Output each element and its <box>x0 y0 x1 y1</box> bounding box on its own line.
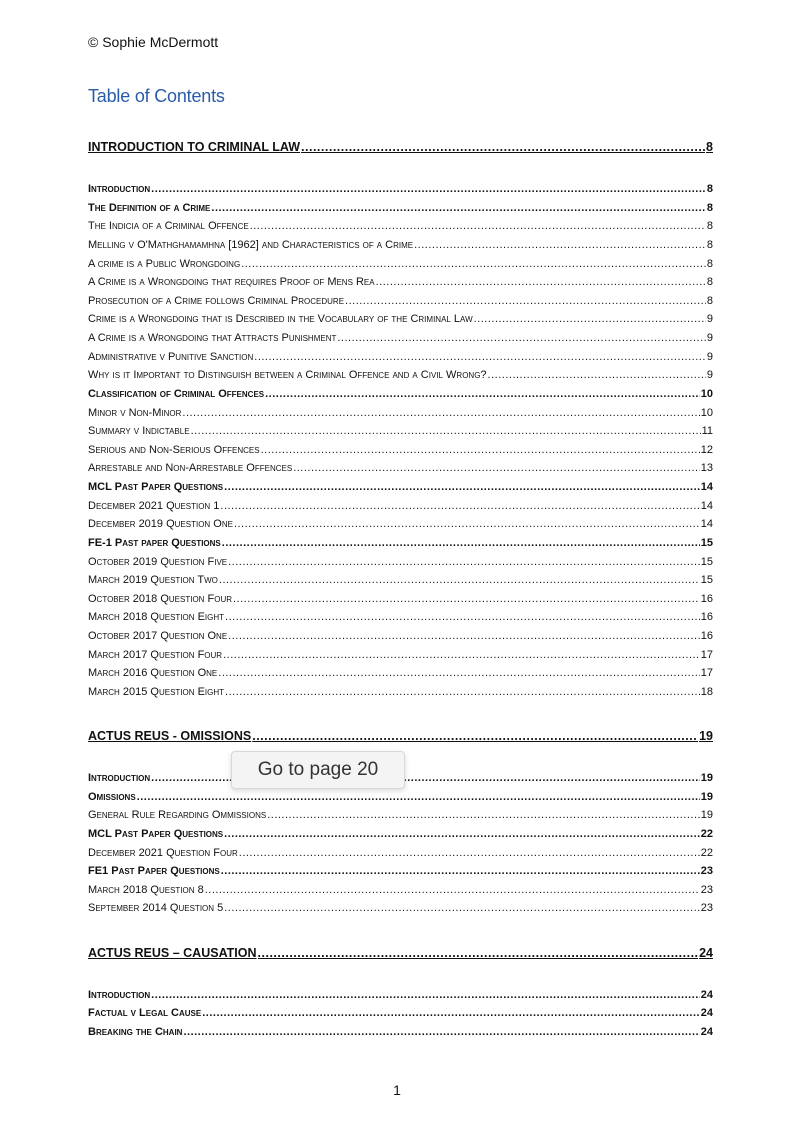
toc-entry-title: December 2021 Question Four <box>88 846 238 859</box>
toc-entry-link[interactable] <box>88 608 713 627</box>
copyright-notice: © Sophie McDermott <box>88 34 219 50</box>
toc-entry-link[interactable] <box>88 348 713 367</box>
toc-entry-link[interactable] <box>88 441 713 460</box>
toc-entry-title: The Definition of a Crime <box>88 201 211 214</box>
toc-entry-page: 16 <box>700 611 713 624</box>
toc-entry-link[interactable] <box>88 366 713 385</box>
toc-entry-page: 8 <box>706 140 713 154</box>
dot-leader <box>293 459 700 478</box>
toc-entry-title: FE1 Past Paper Questions <box>88 865 220 878</box>
toc-entry-title: Melling v O'Mathghamamhna [1962] and Characteristics of a Crime <box>88 238 414 251</box>
toc-entry-page: 15 <box>700 536 713 549</box>
dot-leader <box>254 348 706 367</box>
dot-leader <box>250 217 706 236</box>
toc-entry-page: 13 <box>700 462 713 475</box>
toc-entry-page: 9 <box>706 332 713 344</box>
dot-leader <box>224 478 700 497</box>
toc-entry-page: 8 <box>706 183 713 195</box>
toc-entry-page: 11 <box>701 425 713 438</box>
toc-entry-title: Why is it Important to Distinguish between a Criminal Offence and a Civil Wrong? <box>88 369 487 382</box>
toc-entry-link[interactable] <box>88 627 713 646</box>
toc-entry-title: Introduction <box>88 772 151 784</box>
dot-leader <box>224 825 700 844</box>
toc-entry-title: Serious and Non-Serious Offences <box>88 443 260 456</box>
toc-entry-link[interactable] <box>88 881 713 900</box>
page-title: Table of Contents <box>88 86 225 106</box>
toc-entry-link[interactable] <box>88 273 713 292</box>
toc-entry-link[interactable] <box>88 788 713 807</box>
toc-entry-link[interactable] <box>88 404 713 423</box>
toc-entry-link[interactable] <box>88 199 713 218</box>
toc-entry-page: 23 <box>700 902 713 915</box>
toc-entry-page: 19 <box>700 772 713 784</box>
toc-chapter-link[interactable] <box>88 137 713 157</box>
toc-entry-title: ACTUS REUS - OMISSIONS <box>88 729 252 743</box>
dot-leader <box>376 273 706 292</box>
toc-chapter-link[interactable] <box>88 726 713 746</box>
toc-entry-link[interactable] <box>88 683 713 702</box>
toc-entry-link[interactable] <box>88 217 713 236</box>
toc-section <box>88 137 713 702</box>
toc-entry-title: The Indicia of a Criminal Offence <box>88 220 249 233</box>
toc-entry-title: March 2019 Question Two <box>88 574 218 587</box>
page-number: 1 <box>393 1082 401 1098</box>
dot-leader <box>252 726 698 746</box>
toc-entry-title: Classification of Criminal Offences <box>88 387 265 400</box>
toc-entry-page: 12 <box>700 443 713 456</box>
toc-entry-link[interactable] <box>88 310 713 329</box>
toc-entry-title: Breaking the Chain <box>88 1025 183 1038</box>
toc-entry-link[interactable] <box>88 385 713 404</box>
toc-entry-title: Introduction <box>88 183 151 195</box>
toc-entry-title: Summary v Indictable <box>88 425 190 438</box>
toc-entry-title: Arrestable and Non-Arrestable Offences <box>88 462 293 475</box>
toc-entry-page: 17 <box>700 667 713 680</box>
toc-entry-page: 8 <box>706 220 713 233</box>
toc-entry-title: A Crime is a Wrongdoing that Attracts Punishment <box>88 332 337 344</box>
dot-leader <box>265 385 700 404</box>
toc-entry-link[interactable] <box>88 1023 713 1042</box>
toc-entry-link[interactable] <box>88 422 713 441</box>
toc-entry-page: 15 <box>700 574 713 587</box>
dot-leader <box>137 788 700 807</box>
go-to-page-tooltip: Go to page 20 <box>231 751 405 789</box>
toc-entry-page: 24 <box>700 988 713 1001</box>
toc-entry-link[interactable] <box>88 844 713 863</box>
toc-entry-link[interactable] <box>88 1004 713 1023</box>
toc-entry-title: Omissions <box>88 790 136 803</box>
toc-entry-page: 22 <box>700 846 713 859</box>
dot-leader <box>151 986 700 1005</box>
dot-leader <box>261 441 700 460</box>
toc-entry-title: Minor v Non-Minor <box>88 406 182 419</box>
toc-entry-link[interactable] <box>88 664 713 683</box>
toc-entry-page: 19 <box>699 729 713 743</box>
toc-entry-title: Crime is a Wrongdoing that is Described in the Vocabulary of the Criminal Law <box>88 313 473 326</box>
dot-leader <box>414 236 706 255</box>
toc-entry-link[interactable] <box>88 329 713 348</box>
toc-entry-link[interactable] <box>88 646 713 665</box>
toc-entry-page: 16 <box>700 630 713 642</box>
dot-leader <box>337 329 706 348</box>
dot-leader <box>301 137 705 157</box>
toc-entry-title: December 2019 Question One <box>88 518 233 531</box>
toc-entry-link[interactable] <box>88 459 713 478</box>
toc-entry-title: A crime is a Public Wrongdoing <box>88 257 241 270</box>
toc-entry-link[interactable] <box>88 590 713 609</box>
toc-entry-title: September 2014 Question 5 <box>88 902 224 915</box>
dot-leader <box>151 180 706 199</box>
toc-entry-title: December 2021 Question 1 <box>88 499 220 512</box>
toc-entry-page: 19 <box>700 790 713 803</box>
dot-leader <box>219 571 700 590</box>
toc-entry-title: March 2018 Question Eight <box>88 611 225 624</box>
toc-entry-title: Prosecution of a Crime follows Criminal Procedure <box>88 294 345 307</box>
toc-entry-title: Factual v Legal Cause <box>88 1007 202 1020</box>
toc-entry-page: 18 <box>700 685 713 698</box>
toc-entry-title: MCL Past Paper Questions <box>88 481 224 493</box>
toc-entry-link[interactable] <box>88 571 713 590</box>
toc-entry-title: October 2018 Question Four <box>88 592 232 605</box>
toc-entry-page: 9 <box>706 313 713 326</box>
toc-entry-page: 14 <box>700 481 713 493</box>
dot-leader <box>233 590 700 609</box>
toc-entry-link[interactable] <box>88 899 713 918</box>
dot-leader <box>222 534 700 553</box>
toc-entry-link[interactable] <box>88 236 713 255</box>
toc-entry-page: 15 <box>700 555 713 568</box>
toc-entry-title: MCL Past Paper Questions <box>88 827 224 840</box>
dot-leader <box>218 664 699 683</box>
toc-entry-page: 10 <box>700 387 713 400</box>
toc-entry-page: 17 <box>700 648 713 661</box>
dot-leader <box>220 497 699 516</box>
toc-entry-page: 8 <box>706 294 713 307</box>
toc-entry-title: Introduction <box>88 988 151 1001</box>
dot-leader <box>205 881 700 900</box>
toc-entry-link[interactable] <box>88 806 713 825</box>
toc-entry-title: October 2019 Question Five <box>88 555 228 568</box>
dot-leader <box>211 199 705 218</box>
toc-entry-page: 23 <box>700 865 713 878</box>
toc-entry-title: October 2017 Question One <box>88 630 228 642</box>
dot-leader <box>258 943 699 963</box>
toc-entry-link[interactable] <box>88 478 713 497</box>
toc-entry-page: 14 <box>700 499 713 512</box>
dot-leader <box>474 310 706 329</box>
dot-leader <box>202 1004 700 1023</box>
toc-entry-title: ACTUS REUS – CAUSATION <box>88 945 257 960</box>
dot-leader <box>239 844 700 863</box>
toc-entry-page: 9 <box>706 369 713 382</box>
toc-entry-title: Administrative v Punitive Sanction <box>88 350 254 363</box>
toc-entry-page: 14 <box>700 518 713 531</box>
toc-entry-title: General Rule Regarding Ommissions <box>88 809 267 822</box>
dot-leader <box>182 404 699 423</box>
toc-entry-link[interactable] <box>88 553 713 572</box>
dot-leader <box>225 608 700 627</box>
dot-leader <box>228 627 700 646</box>
toc-entry-link[interactable] <box>88 180 713 199</box>
toc-entry-link[interactable] <box>88 255 713 274</box>
toc-entry-page: 16 <box>700 592 713 605</box>
dot-leader <box>267 806 700 825</box>
dot-leader <box>191 422 701 441</box>
toc-entry-link[interactable] <box>88 825 713 844</box>
toc-entry-title: INTRODUCTION TO CRIMINAL LAW <box>88 140 301 154</box>
dot-leader <box>225 683 700 702</box>
toc-entry-page: 19 <box>700 809 713 822</box>
toc-entry-page: 9 <box>706 350 713 363</box>
toc-entry-title: FE-1 Past paper Questions <box>88 536 221 549</box>
toc-entry-page: 8 <box>706 276 713 289</box>
dot-leader <box>241 255 706 274</box>
dot-leader <box>234 515 700 534</box>
toc-chapter-link[interactable] <box>88 943 713 963</box>
toc-entry-title: March 2018 Question 8 <box>88 883 204 896</box>
toc-entry-page: 24 <box>699 945 713 960</box>
toc-entry-page: 8 <box>706 257 713 270</box>
toc-entry-page: 10 <box>700 406 713 419</box>
dot-leader <box>224 899 700 918</box>
toc-entry-link[interactable] <box>88 497 713 516</box>
toc-entry-link[interactable] <box>88 534 713 553</box>
dot-leader <box>488 366 706 385</box>
toc-entry-page: 8 <box>706 201 713 214</box>
toc-entry-link[interactable] <box>88 292 713 311</box>
toc-entry-link[interactable] <box>88 986 713 1005</box>
toc-entry-link[interactable] <box>88 862 713 881</box>
toc-entry-title: A Crime is a Wrongdoing that requires Proof of Mens Rea <box>88 276 375 289</box>
toc-entry-page: 24 <box>700 1007 713 1020</box>
toc-entry-page: 8 <box>706 238 713 251</box>
toc-section <box>88 943 713 1042</box>
toc-entry-page: 24 <box>700 1025 713 1038</box>
dot-leader <box>221 862 700 881</box>
dot-leader <box>223 646 700 665</box>
dot-leader <box>228 553 700 572</box>
toc-entry-title: March 2017 Question Four <box>88 648 223 661</box>
toc-entry-title: March 2016 Question One <box>88 667 218 680</box>
toc-entry-title: March 2015 Question Eight <box>88 685 225 698</box>
dot-leader <box>183 1023 699 1042</box>
toc-entry-link[interactable] <box>88 515 713 534</box>
dot-leader <box>345 292 706 311</box>
toc-entry-page: 23 <box>700 883 713 896</box>
table-of-contents <box>88 137 713 1066</box>
toc-entry-page: 22 <box>700 827 713 840</box>
